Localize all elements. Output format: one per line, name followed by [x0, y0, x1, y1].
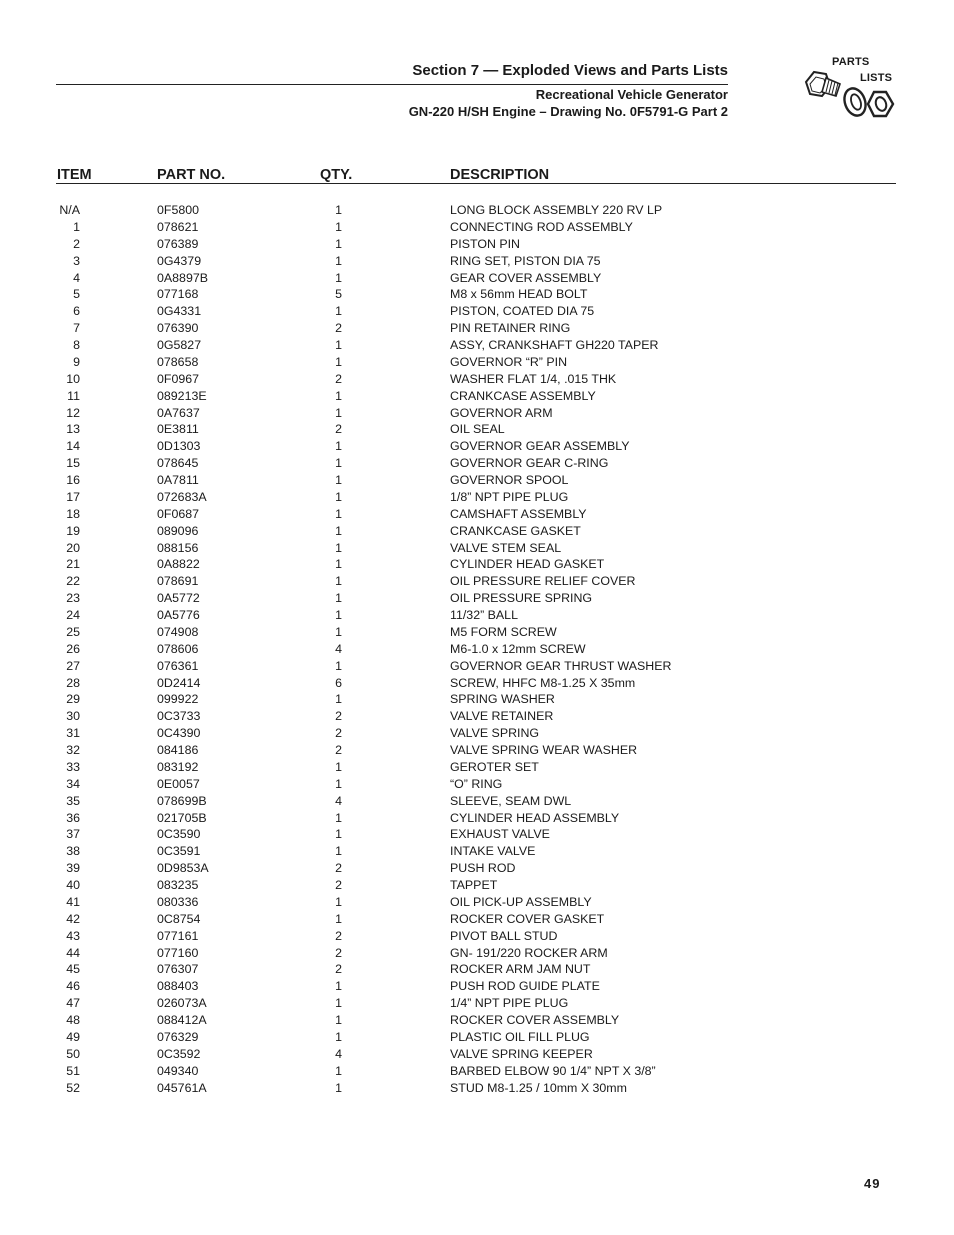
quantity: 4 [335, 793, 342, 808]
description: “O” RING [450, 776, 503, 791]
item-number: 50 [66, 1046, 80, 1061]
quantity: 1 [335, 338, 342, 352]
item-number: 25 [66, 624, 80, 639]
item-number: 21 [66, 557, 80, 572]
quantity: 1 [335, 844, 342, 859]
table-row [0, 472, 954, 489]
part-number: 083192 [157, 759, 199, 774]
quantity: 2 [335, 321, 342, 336]
description: VALVE RETAINER [450, 709, 554, 724]
quantity: 1 [335, 270, 342, 285]
part-number: 049340 [157, 1063, 199, 1078]
part-number: 0E0057 [157, 776, 200, 791]
item-number: 11 [67, 388, 80, 403]
item-number: 41 [66, 894, 80, 909]
quantity: 1 [335, 203, 342, 217]
item-number: 22 [66, 574, 80, 589]
item-number: 52 [66, 1080, 80, 1095]
item-number: 17 [66, 489, 80, 504]
drawing-title: GN-220 H/SH Engine – Drawing No. 0F5791-G Part 2 [408, 104, 728, 119]
item-number: 47 [66, 996, 80, 1011]
description: OIL SEAL [450, 422, 505, 437]
description: OIL PRESSURE RELIEF COVER [450, 574, 636, 589]
description: WASHER FLAT 1/4, .015 THK [450, 371, 617, 386]
part-number: 0A5776 [157, 608, 200, 622]
part-number: 0A8822 [157, 557, 200, 572]
table-row [0, 945, 954, 962]
part-number: 088156 [157, 540, 199, 555]
table-row [0, 691, 954, 708]
quantity: 1 [335, 304, 342, 319]
column-header-divider [56, 183, 896, 184]
description: CAMSHAFT ASSEMBLY [450, 506, 587, 521]
description: 11/32” BALL [450, 608, 518, 622]
table-row [0, 371, 954, 388]
item-number: 31 [66, 726, 80, 741]
part-number: 078606 [157, 641, 199, 656]
table-row [0, 303, 954, 320]
item-number: 27 [66, 658, 80, 673]
quantity: 2 [335, 371, 342, 386]
quantity: 1 [335, 219, 342, 234]
description: PIN RETAINER RING [450, 321, 571, 336]
part-number: 084186 [157, 743, 199, 757]
item-number: 2 [73, 236, 80, 251]
part-number: 0A7811 [157, 473, 199, 487]
description: GOVERNOR GEAR ASSEMBLY [450, 439, 630, 454]
table-row [0, 860, 954, 877]
table-row [0, 337, 954, 354]
quantity: 1 [335, 658, 342, 673]
part-number: 076361 [157, 658, 199, 673]
table-row [0, 911, 954, 928]
quantity: 1 [335, 979, 342, 994]
part-number: 026073A [157, 996, 207, 1011]
table-row [0, 826, 954, 843]
table-row [0, 810, 954, 827]
description: M5 FORM SCREW [450, 624, 557, 639]
part-number: 076389 [157, 236, 199, 251]
table-row [0, 978, 954, 995]
table-row [0, 270, 954, 287]
item-number: 51 [66, 1063, 80, 1078]
part-number: 077161 [157, 928, 199, 943]
quantity: 1 [335, 388, 342, 403]
description: PIVOT BALL STUD [450, 928, 558, 943]
quantity: 2 [335, 709, 342, 724]
part-number: 0A7637 [157, 405, 200, 420]
description: PUSH ROD [450, 861, 516, 876]
table-row [0, 607, 954, 624]
part-number: 099922 [157, 692, 199, 707]
quantity: 2 [335, 422, 342, 437]
description: CYLINDER HEAD ASSEMBLY [450, 810, 620, 825]
part-number: 0C4390 [157, 726, 201, 741]
quantity: 1 [335, 608, 342, 622]
table-row [0, 1046, 954, 1063]
table-row [0, 202, 954, 219]
table-row [0, 219, 954, 236]
table-row [0, 776, 954, 793]
item-number: 18 [66, 506, 80, 521]
part-number: 088412A [157, 1013, 207, 1027]
part-number: 078691 [157, 574, 199, 589]
quantity: 1 [335, 557, 342, 572]
description: LONG BLOCK ASSEMBLY 220 RV LP [450, 203, 663, 217]
part-number: 077160 [157, 945, 199, 960]
item-number: 37 [66, 827, 80, 842]
item-number: N/A [59, 203, 80, 217]
part-number: 089213E [157, 388, 207, 403]
part-number: 0G5827 [157, 338, 202, 352]
item-number: 49 [66, 1029, 80, 1044]
quantity: 1 [335, 523, 342, 538]
table-row [0, 1080, 954, 1097]
part-number: 076307 [157, 962, 199, 977]
quantity: 1 [335, 540, 342, 555]
parts-table [0, 202, 954, 1096]
item-number: 45 [66, 962, 80, 977]
quantity: 5 [335, 287, 342, 302]
part-number: 0F0967 [157, 371, 200, 386]
item-number: 19 [66, 523, 80, 538]
quantity: 1 [335, 489, 342, 504]
table-row [0, 995, 954, 1012]
description: GN- 191/220 ROCKER ARM [450, 945, 608, 960]
part-number: 0C3590 [157, 827, 201, 842]
table-row [0, 624, 954, 641]
part-number: 0A8897B [157, 270, 208, 285]
logo-text-parts: PARTS [832, 56, 870, 68]
description: EXHAUST VALVE [450, 827, 550, 842]
column-header-description: DESCRIPTION [450, 167, 550, 183]
table-row [0, 438, 954, 455]
part-number: 0C3733 [157, 709, 201, 724]
quantity: 1 [335, 759, 342, 774]
item-number: 24 [66, 608, 80, 622]
description: PISTON PIN [450, 236, 520, 251]
item-number: 16 [66, 473, 80, 487]
part-number: 089096 [157, 523, 199, 538]
description: M8 x 56mm HEAD BOLT [450, 287, 588, 302]
item-number: 32 [66, 743, 80, 757]
item-number: 44 [66, 945, 80, 960]
quantity: 1 [335, 1063, 342, 1078]
document-subtitle: Recreational Vehicle Generator [535, 87, 728, 102]
part-number: 088403 [157, 979, 199, 994]
description: SPRING WASHER [450, 692, 555, 707]
description: GOVERNOR ARM [450, 405, 553, 420]
column-header-item: ITEM [57, 167, 92, 183]
item-number: 7 [73, 321, 80, 336]
part-number: 0E3811 [157, 422, 199, 437]
description: PISTON, COATED DIA 75 [450, 304, 595, 319]
table-row [0, 928, 954, 945]
description: SCREW, HHFC M8-1.25 X 35mm [450, 675, 636, 690]
part-number: 0F5800 [157, 203, 200, 217]
table-row [0, 658, 954, 675]
description: GEROTER SET [450, 759, 539, 774]
table-row [0, 455, 954, 472]
part-number: 074908 [157, 624, 199, 639]
description: CONNECTING ROD ASSEMBLY [450, 219, 633, 234]
header-divider [56, 84, 728, 85]
quantity: 4 [335, 1046, 342, 1061]
quantity: 2 [335, 878, 342, 892]
item-number: 23 [66, 591, 80, 606]
item-number: 12 [66, 405, 80, 420]
table-row [0, 573, 954, 590]
part-number: 0C3591 [157, 844, 201, 859]
quantity: 1 [335, 574, 342, 589]
part-number: 080336 [157, 894, 199, 909]
description: VALVE SPRING WEAR WASHER [450, 743, 638, 757]
item-number: 3 [73, 253, 80, 268]
part-number: 0D2414 [157, 675, 201, 690]
table-row [0, 793, 954, 810]
table-row [0, 742, 954, 759]
description: RING SET, PISTON DIA 75 [450, 253, 601, 268]
item-number: 38 [66, 844, 80, 859]
part-number: 0A5772 [157, 591, 200, 606]
column-header-qty: QTY. [320, 167, 353, 183]
parts-lists-logo [800, 54, 900, 132]
quantity: 1 [335, 1080, 342, 1095]
description: M6-1.0 x 12mm SCREW [450, 641, 586, 656]
item-number: 30 [66, 709, 80, 724]
description: SLEEVE, SEAM DWL [450, 793, 572, 808]
description: CRANKCASE GASKET [450, 523, 581, 538]
part-number: 0G4331 [157, 304, 202, 319]
quantity: 1 [335, 1029, 342, 1044]
table-row [0, 354, 954, 371]
description: VALVE SPRING [450, 726, 540, 741]
quantity: 1 [335, 236, 342, 251]
quantity: 1 [335, 591, 342, 606]
table-row [0, 253, 954, 270]
part-number: 0C3592 [157, 1046, 201, 1061]
description: VALVE SPRING KEEPER [450, 1046, 593, 1061]
item-number: 43 [66, 928, 80, 943]
quantity: 2 [335, 928, 342, 943]
table-row [0, 489, 954, 506]
item-number: 5 [73, 287, 80, 302]
description: VALVE STEM SEAL [450, 540, 562, 555]
part-number: 078658 [157, 354, 199, 369]
description: OIL PRESSURE SPRING [450, 591, 593, 606]
part-number: 0C8754 [157, 911, 201, 926]
table-row [0, 843, 954, 860]
table-row [0, 590, 954, 607]
item-number: 13 [66, 422, 80, 437]
part-number: 078621 [157, 219, 199, 234]
table-row [0, 1029, 954, 1046]
quantity: 2 [335, 743, 342, 757]
description: GOVERNOR SPOOL [450, 473, 569, 487]
part-number: 0G4379 [157, 253, 202, 268]
item-number: 39 [66, 861, 80, 876]
table-row [0, 556, 954, 573]
part-number: 077168 [157, 287, 199, 302]
table-row [0, 725, 954, 742]
item-number: 42 [66, 911, 80, 926]
part-number: 0D9853A [157, 861, 209, 876]
table-row [0, 388, 954, 405]
description: CYLINDER HEAD GASKET [450, 557, 605, 572]
table-row [0, 877, 954, 894]
table-row [0, 1063, 954, 1080]
description: ROCKER ARM JAM NUT [450, 962, 591, 977]
item-number: 15 [66, 456, 80, 471]
item-number: 36 [66, 810, 80, 825]
description: CRANKCASE ASSEMBLY [450, 388, 596, 403]
item-number: 48 [66, 1013, 80, 1027]
item-number: 6 [73, 304, 80, 319]
table-row [0, 421, 954, 438]
quantity: 2 [335, 861, 342, 876]
quantity: 1 [335, 456, 342, 471]
table-row [0, 320, 954, 337]
table-row [0, 236, 954, 253]
quantity: 1 [335, 692, 342, 707]
section-title: Section 7 — Exploded Views and Parts Lists [412, 62, 728, 79]
part-number: 076329 [157, 1029, 199, 1044]
item-number: 9 [73, 354, 80, 369]
page-header [0, 0, 954, 130]
item-number: 34 [66, 776, 80, 791]
description: STUD M8-1.25 / 10mm X 30mm [450, 1080, 627, 1095]
description: 1/4” NPT PIPE PLUG [450, 996, 569, 1011]
item-number: 33 [66, 759, 80, 774]
description: GOVERNOR “R” PIN [450, 354, 568, 369]
table-row [0, 894, 954, 911]
quantity: 1 [335, 354, 342, 369]
quantity: 6 [335, 675, 342, 690]
logo-text-lists: LISTS [860, 72, 893, 84]
item-number: 10 [66, 371, 80, 386]
description: 1/8” NPT PIPE PLUG [450, 489, 569, 504]
quantity: 1 [335, 405, 342, 420]
item-number: 14 [66, 439, 80, 454]
quantity: 2 [335, 962, 342, 977]
description: OIL PICK-UP ASSEMBLY [450, 894, 592, 909]
part-number: 0F0687 [157, 506, 200, 521]
description: BARBED ELBOW 90 1/4” NPT X 3/8” [450, 1063, 656, 1078]
part-number: 076390 [157, 321, 199, 336]
description: GOVERNOR GEAR THRUST WASHER [450, 658, 672, 673]
part-number: 045761A [157, 1080, 207, 1095]
table-row [0, 506, 954, 523]
quantity: 2 [335, 726, 342, 741]
quantity: 1 [335, 827, 342, 842]
item-number: 20 [66, 540, 80, 555]
item-number: 28 [66, 675, 80, 690]
description: ASSY, CRANKSHAFT GH220 TAPER [450, 338, 659, 352]
part-number: 072683A [157, 489, 207, 504]
column-header-part-no: PART NO. [157, 167, 226, 183]
item-number: 40 [66, 878, 80, 892]
table-row [0, 1012, 954, 1029]
description: TAPPET [450, 878, 498, 892]
item-number: 1 [73, 219, 80, 234]
quantity: 1 [335, 810, 342, 825]
item-number: 26 [66, 641, 80, 656]
description: PUSH ROD GUIDE PLATE [450, 979, 600, 994]
item-number: 35 [66, 793, 80, 808]
quantity: 1 [335, 996, 342, 1011]
item-number: 46 [66, 979, 80, 994]
description: INTAKE VALVE [450, 844, 536, 859]
quantity: 1 [335, 1013, 342, 1027]
item-number: 29 [66, 692, 80, 707]
quantity: 4 [335, 641, 342, 656]
item-number: 4 [73, 270, 80, 285]
part-number: 078645 [157, 456, 199, 471]
part-number: 0D1303 [157, 439, 201, 454]
part-number: 078699B [157, 793, 207, 808]
quantity: 1 [335, 473, 342, 487]
table-row [0, 961, 954, 978]
table-row [0, 523, 954, 540]
description: PLASTIC OIL FILL PLUG [450, 1029, 590, 1044]
description: ROCKER COVER ASSEMBLY [450, 1013, 620, 1027]
table-row [0, 641, 954, 658]
quantity: 1 [335, 624, 342, 639]
table-row [0, 286, 954, 303]
quantity: 2 [335, 945, 342, 960]
description: GOVERNOR GEAR C-RING [450, 456, 609, 471]
quantity: 1 [335, 253, 342, 268]
table-row [0, 675, 954, 692]
quantity: 1 [335, 439, 342, 454]
quantity: 1 [335, 506, 342, 521]
table-row [0, 759, 954, 776]
table-row [0, 405, 954, 422]
description: GEAR COVER ASSEMBLY [450, 270, 602, 285]
quantity: 1 [335, 911, 342, 926]
quantity: 1 [335, 894, 342, 909]
part-number: 083235 [157, 878, 199, 892]
part-number: 021705B [157, 810, 207, 825]
quantity: 1 [335, 776, 342, 791]
table-row [0, 708, 954, 725]
description: ROCKER COVER GASKET [450, 911, 605, 926]
page-number: 49 [864, 1176, 881, 1191]
table-row [0, 540, 954, 557]
item-number: 8 [73, 338, 80, 352]
